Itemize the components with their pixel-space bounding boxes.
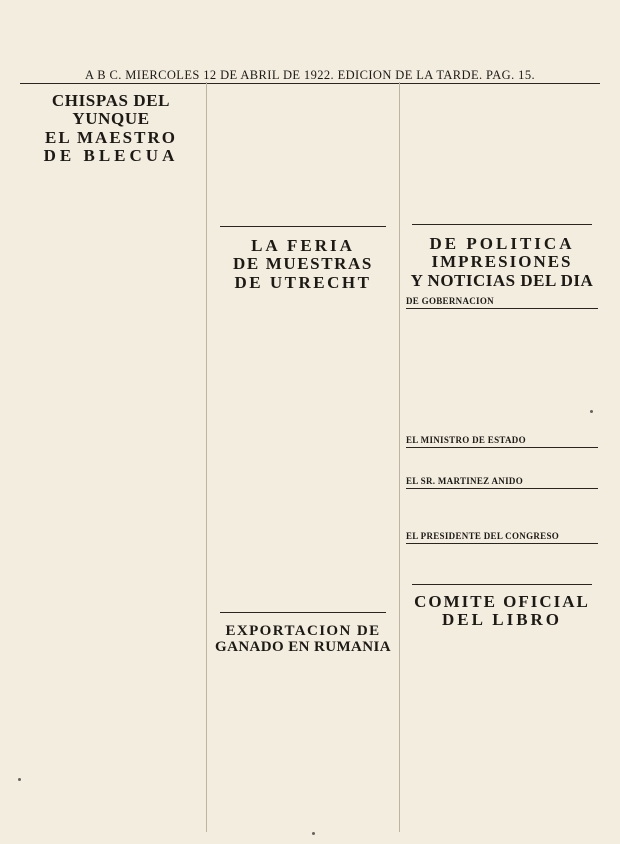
article-headline: Y NOTICIAS DEL DIA <box>410 270 594 290</box>
article-feria <box>214 237 392 292</box>
article-comite <box>406 593 598 630</box>
column-1 <box>22 86 200 832</box>
section-divider <box>412 224 592 225</box>
article-headline: DE POLITICA <box>429 234 575 253</box>
article-headline: LA FERIA <box>251 236 355 255</box>
section-divider <box>412 584 592 585</box>
section-divider <box>220 226 386 227</box>
section-subhead: EL MINISTRO DE ESTADO <box>406 435 598 448</box>
article-headline: DE BLECUA <box>43 146 179 166</box>
header-rule <box>20 83 600 84</box>
column-separator <box>399 82 400 832</box>
article-headline: GANADO EN RUMANIA <box>215 639 391 656</box>
section-subhead: DE GOBERNACION <box>406 296 598 309</box>
paper-speck <box>312 832 315 835</box>
section-subhead: EL PRESIDENTE DEL CONGRESO <box>406 531 598 544</box>
article-headline: EXPORTACION DE <box>225 623 381 640</box>
article-chispas <box>22 92 200 165</box>
article-rumania <box>214 623 392 655</box>
column-2 <box>214 86 392 832</box>
section-subhead: EL SR. MARTINEZ ANIDO <box>406 476 598 489</box>
article-politica <box>406 235 598 544</box>
article-headline: CHISPAS DEL YUNQUE <box>51 91 171 129</box>
article-headline: DE MUESTRAS <box>233 254 373 274</box>
article-headline: DEL LIBRO <box>441 610 563 630</box>
article-headline: IMPRESIONES <box>431 252 573 272</box>
paper-speck <box>18 778 21 781</box>
column-separator <box>206 82 207 832</box>
paper-speck <box>590 410 593 413</box>
article-headline: DE UTRECHT <box>234 272 372 292</box>
section-divider <box>220 612 386 613</box>
column-3 <box>406 86 598 832</box>
running-header: A B C. MIERCOLES 12 DE ABRIL DE 1922. EDICION DE LA TARDE. PAG. 15. <box>84 68 535 82</box>
article-headline: COMITE OFICIAL <box>414 592 590 612</box>
article-headline: EL MAESTRO <box>45 127 177 147</box>
